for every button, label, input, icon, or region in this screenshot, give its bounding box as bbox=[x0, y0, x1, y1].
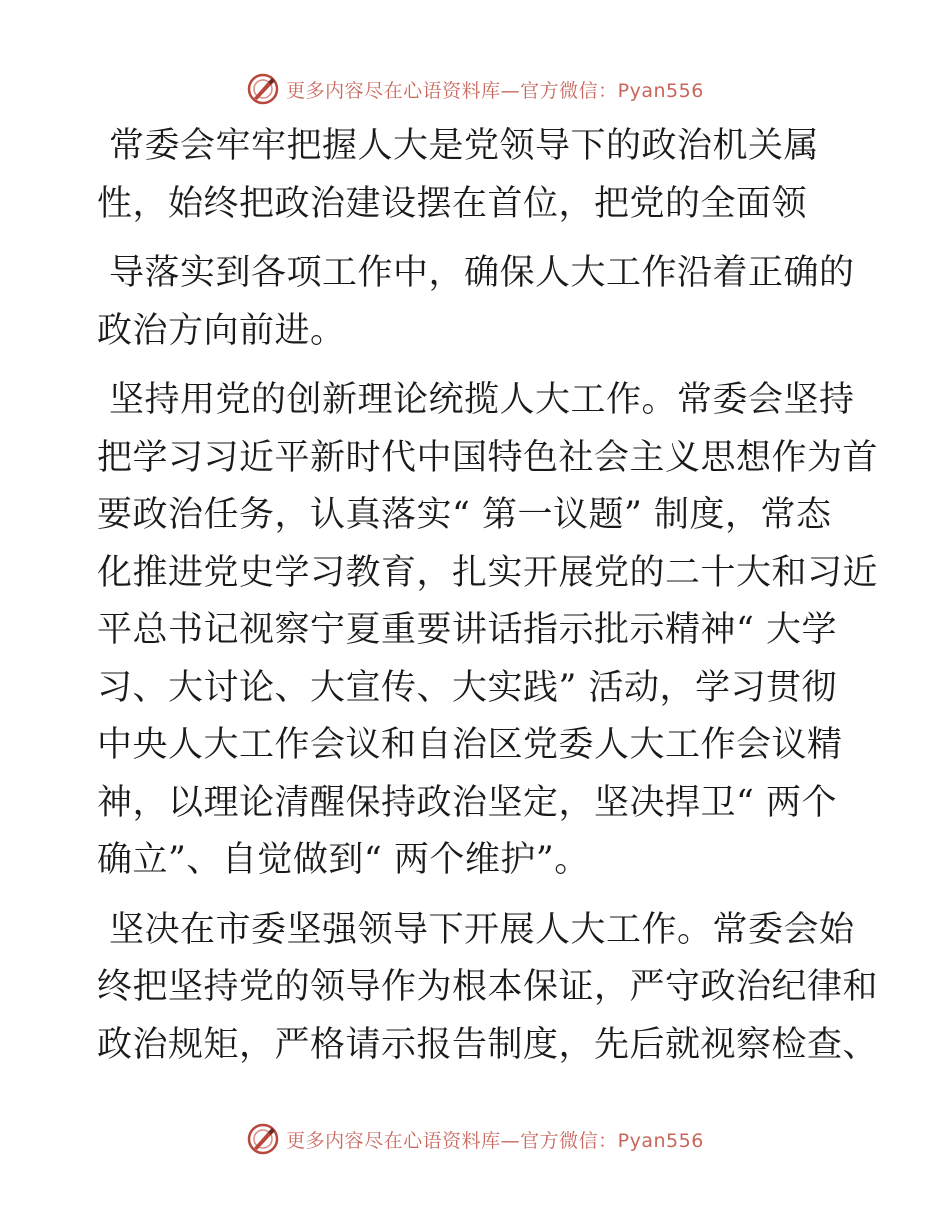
text-line: 要政治任务，认真落实“ 第一议题” 制度，常态 bbox=[97, 495, 832, 535]
footer-watermark bbox=[0, 1122, 950, 1156]
text-line: 中央人大工作会议和自治区党委人大工作会议精 bbox=[97, 725, 843, 765]
paragraph-4 bbox=[97, 902, 879, 1075]
text-line: 常委会牢牢把握人大是党领导下的政治机关属 bbox=[109, 126, 820, 166]
pen-seal-icon bbox=[246, 1122, 280, 1156]
text-line: 性，始终把政治建设摆在首位，把党的全面领 bbox=[97, 183, 808, 224]
text-line: 坚持用党的创新理论统揽人大工作。常委会坚持 bbox=[109, 380, 855, 420]
text-line: 导落实到各项工作中，确保人大工作沿着正确的 bbox=[109, 253, 855, 293]
text-line: 化推进党史学习教育，扎实开展党的二十大和习近 bbox=[97, 552, 879, 593]
text-line: 把学习习近平新时代中国特色社会主义思想作为首 bbox=[97, 437, 879, 478]
text-line: 终把坚持党的领导作为根本保证，严守政治纪律和 bbox=[97, 967, 879, 1007]
paragraph-1 bbox=[97, 118, 857, 233]
document-body bbox=[97, 118, 879, 1074]
text-line: 坚决在市委坚强领导下开展人大工作。常委会始 bbox=[109, 909, 855, 950]
text-line: 政治方向前进。 bbox=[97, 310, 346, 351]
pen-seal-icon bbox=[246, 72, 280, 106]
watermark-text: 更多内容尽在心语资料库—官方微信：Pyan556 bbox=[286, 1129, 704, 1152]
paragraph-2 bbox=[97, 245, 857, 360]
wechat-id: Pyan556 bbox=[617, 79, 704, 102]
text-line: 习、大讨论、大宣传、大实践” 活动，学习贯彻 bbox=[97, 667, 838, 708]
text-line: 神，以理论清醒保持政治坚定，坚决捍卫“ 两个 bbox=[97, 782, 838, 823]
wechat-id: Pyan556 bbox=[617, 1129, 704, 1152]
header-watermark bbox=[0, 72, 950, 106]
text-line: 平总书记视察宁夏重要讲话指示批示精神“ 大学 bbox=[97, 610, 838, 650]
watermark-text: 更多内容尽在心语资料库—官方微信：Pyan556 bbox=[286, 79, 704, 102]
text-line: 确立”、自觉做到“ 两个维护”。 bbox=[97, 840, 590, 880]
text-line: 政治规矩，严格请示报告制度，先后就视察检查、 bbox=[97, 1024, 879, 1065]
paragraph-3 bbox=[97, 372, 879, 890]
